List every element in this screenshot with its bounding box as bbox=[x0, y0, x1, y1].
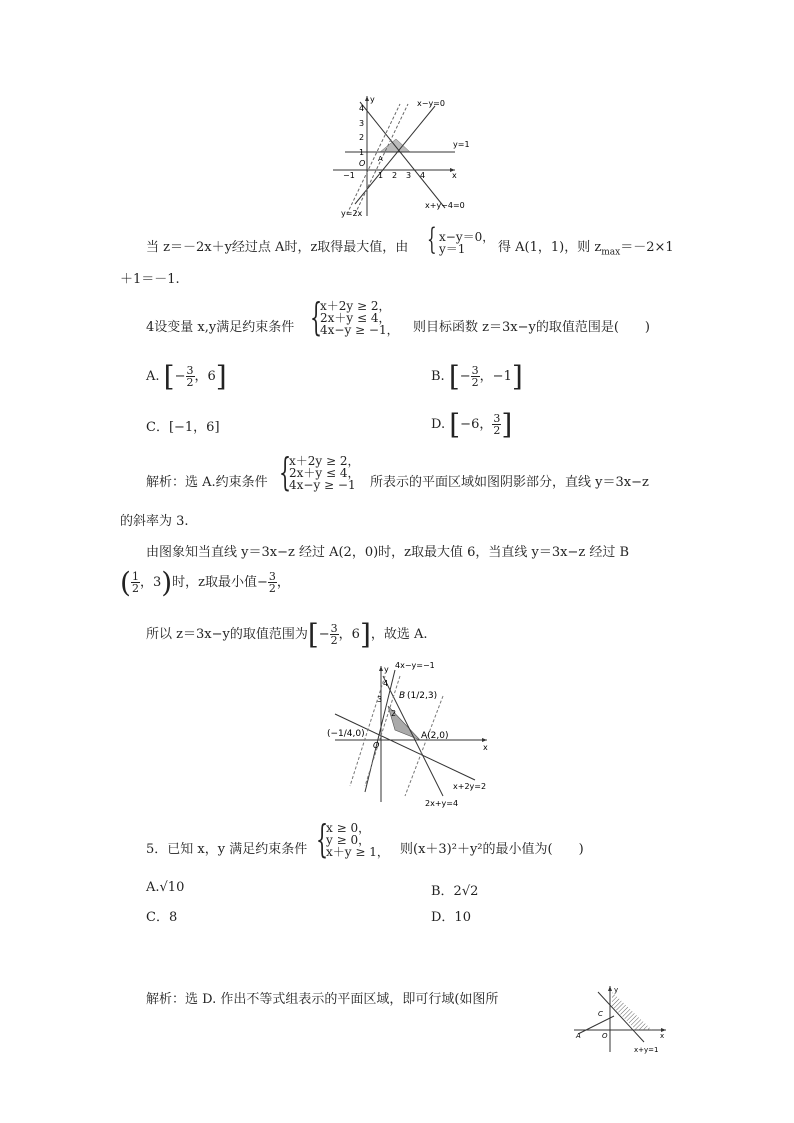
sol3-line2: ＋1＝－1. bbox=[120, 272, 180, 287]
sol3-line1: 当 z＝－2x＋y经过点 A时，z取得最大值，由 bbox=[146, 240, 409, 255]
q4-option-d[interactable]: D. [−6， $\frac{3}{2}$ ] bbox=[431, 408, 513, 441]
graph2-line-x2y: x+2y=2 bbox=[453, 782, 487, 791]
graph1-line-x-minus-y: x−y=0 bbox=[417, 99, 445, 108]
graph3-line-label: x+y=1 bbox=[634, 1046, 659, 1054]
q5-option-d[interactable]: D．10 bbox=[431, 910, 471, 925]
graph1-xtick-2: 2 bbox=[392, 171, 398, 180]
graph2-point-left: (−1/4,0) bbox=[327, 729, 365, 739]
graph1-line-x-plus-y: x+y−4=0 bbox=[425, 201, 465, 210]
sol4-line5: 所以 z＝3x−y的取值范围为[− $\frac{3}{2}$ ，6]，故选 A. bbox=[146, 618, 428, 651]
q4-lead: 4设变量 x,y满足约束条件 bbox=[146, 320, 295, 335]
q4-option-a[interactable]: A. [− $\frac{3}{2}$ ，6] bbox=[146, 360, 227, 393]
sol4-tail: 所表示的平面区域如图阴影部分，直线 y＝3x−z bbox=[370, 475, 649, 490]
graph2-y-label: y bbox=[384, 665, 389, 674]
brace-icon: { bbox=[427, 222, 437, 257]
graph3-point-a: A bbox=[576, 1032, 581, 1040]
q5-option-b[interactable]: B．2√2 bbox=[431, 884, 479, 899]
graph2-line-4x-y: 4x−y=−1 bbox=[395, 661, 435, 670]
graph-constraint-region-1 bbox=[325, 92, 485, 220]
q4-option-c[interactable]: C．[−1，6] bbox=[146, 420, 220, 435]
graph1-xtick-neg1: −1 bbox=[343, 171, 355, 180]
sol4-line2: 的斜率为 3. bbox=[120, 514, 189, 529]
graph1-y-axis-label: y bbox=[370, 95, 375, 104]
graph-constraint-region-3 bbox=[572, 982, 672, 1058]
graph1-xtick-1: 1 bbox=[378, 171, 384, 180]
graph1-point-a: A bbox=[378, 155, 383, 163]
graph1-x-axis-label: x bbox=[452, 171, 457, 180]
graph1-xtick-4: 4 bbox=[420, 171, 426, 180]
q5-system: { x ≥ 0， y ≥ 0， x＋y ≥ 1， bbox=[316, 817, 389, 861]
graph2-point-b: B bbox=[399, 691, 406, 701]
graph2-origin: O bbox=[373, 741, 380, 750]
graph1-line-y1: y=1 bbox=[453, 140, 470, 149]
graph1-ytick-2: 2 bbox=[359, 133, 365, 142]
graph1-xtick-3: 3 bbox=[406, 171, 412, 180]
sol4-lead: 解析：选 A.约束条件 bbox=[146, 475, 268, 490]
graph2-ytick-3: 3 bbox=[377, 695, 383, 704]
graph3-origin: O bbox=[602, 1032, 608, 1040]
sol3-line1-b: 得 A(1，1)，则 $z_{max}=-2\times 1$ bbox=[498, 240, 674, 258]
graph1-ytick-1: 1 bbox=[359, 148, 365, 157]
graph2-point-b-coord: (1/2,3) bbox=[407, 691, 438, 701]
graph3-y-label: y bbox=[614, 986, 619, 994]
graph2-ytick-4: 4 bbox=[383, 679, 389, 688]
q4-option-b[interactable]: B. [− $\frac{3}{2}$ ，−1] bbox=[431, 360, 523, 393]
sol3-system: { x−y＝0， y＝1 bbox=[427, 222, 495, 257]
brace-icon: { bbox=[279, 450, 292, 494]
graph1-ytick-3: 3 bbox=[359, 119, 365, 128]
q5-tail: 则(x＋3)²＋y²的最小值为( ) bbox=[400, 842, 584, 857]
graph2-x-label: x bbox=[483, 743, 488, 752]
sol4-line3: 由图象知当直线 y＝3x−z 经过 A(2，0)时，z取最大值 6，当直线 y＝3x−z 经过 B bbox=[146, 545, 630, 560]
q5-option-c[interactable]: C．8 bbox=[146, 910, 178, 925]
brace-icon: { bbox=[316, 817, 329, 861]
graph3-point-c: C bbox=[598, 1010, 603, 1018]
sol4-system: { x＋2y ≥ 2， 2x＋y ≤ 4， 4x−y ≥ −1 bbox=[279, 450, 360, 494]
brace-icon: { bbox=[310, 295, 323, 339]
sol4-line4: ( $\frac{1}{2}$ ，3)时，z取最小值− $\frac{3}{2}$ ， bbox=[120, 566, 290, 599]
q5-option-a[interactable]: A.√10 bbox=[146, 880, 185, 895]
graph-constraint-region-2 bbox=[325, 656, 505, 808]
graph3-x-label: x bbox=[660, 1032, 665, 1040]
graph1-origin: O bbox=[359, 159, 366, 168]
sol5-text: 解析：选 D. 作出不等式组表示的平面区域，即可行域(如图所 bbox=[146, 992, 499, 1007]
q4-system: { x＋2y ≥ 2， 2x＋y ≤ 4， 4x−y ≥ −1， bbox=[310, 295, 399, 339]
graph1-line-y2x: y=2x bbox=[341, 209, 363, 218]
q5-lead: 5．已知 x，y 满足约束条件 bbox=[146, 842, 308, 857]
graph2-line-2xy: 2x+y=4 bbox=[425, 799, 459, 808]
graph2-point-a: A(2,0) bbox=[421, 731, 449, 741]
graph2-ytick-2: 2 bbox=[391, 709, 397, 718]
q4-tail: 则目标函数 z＝3x−y的取值范围是( ) bbox=[413, 320, 650, 335]
graph1-ytick-4: 4 bbox=[359, 104, 365, 113]
